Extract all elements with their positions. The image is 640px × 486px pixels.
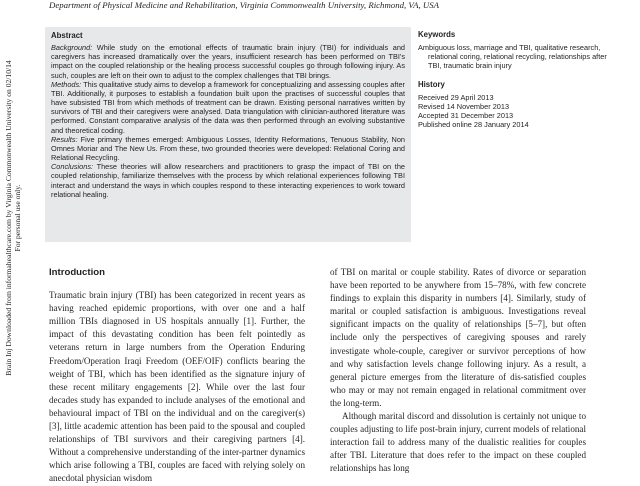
abstract-results: Results: Five primary themes emerged: Ambiguous Losses, Identity Reformations, Tenuous Stability, Non Omnes Moriar and The New Us. From these, two grounded theories were developed: Relational Coring and Relational Recycling. bbox=[51, 134, 405, 163]
body-column-right bbox=[330, 266, 586, 476]
history-published: Published online 28 January 2014 bbox=[418, 120, 529, 130]
history-accepted: Accepted 31 December 2013 bbox=[418, 111, 514, 121]
download-note: Brain Inj Downloaded from informahealthcare.com by Virginia Commonwealth University on 02/10/14 bbox=[4, 60, 13, 376]
history-received: Received 29 April 2013 bbox=[418, 92, 494, 102]
abstract-background: Background: While study on the emotional effects of traumatic brain injury (TBI) for individuals and caregivers has increased dramatically over the years, insufficient research has been performed on TBI's impact on the coupled relationship or the healing process successful couples go through following injury. As such, couples are left on their own to adjust to the complex challenges that TBI brings. bbox=[51, 43, 405, 80]
introduction-paragraph-continued: of TBI on marital or couple stability. Rates of divorce or separation have been reported to be anywhere from 15–78%, with few concrete findings to explain this disparity in numbers [4]. Similarly, study of marital or coupled satisfaction is ambiguous. Investigations reveal significant impacts on the quality of relationships [5–7], but often include only the perspectives of caregiving spouses and rarely investigate whole-couple, caregiver or survivor perceptions of how and why satisfaction levels change following injury. As a result, a general picture emerges from the literature of dis-satisfied couples who may or may not remain engaged in relational commitment over the long-term. bbox=[330, 267, 586, 408]
author-affiliation: Department of Physical Medicine and Rehabilitation, Virginia Commonwealth University, Richmond, VA, USA bbox=[49, 0, 440, 10]
introduction-paragraph-1: Traumatic brain injury (TBI) has been categorized in recent years as having reached epidemic proportions, with over one and a half million TBIs diagnosed in US hospitals annually [1]. Further, the impact of this devastating condition has been felt pointedly as veterans return in large numbers from the Operation Enduring Freedom/Operation Iraqi Freedom (OEF/OIF) conflicts bearing the weight of TBI, which has been identified as the signature injury of these recent military engagements [2]. While over the last four decades study has expanded to include analyses of the emotional and behavioural impact of TBI on the individual and on the caregiver(s) [3], little academic attention has been paid to the spousal and coupled relationships of TBI survivors and their caregiving partners [4]. Without a comprehensive understanding of the inter-partner dynamics which arise following a TBI, couples are faced with relying solely on anecdotal physician wisdom bbox=[49, 290, 305, 484]
download-watermark bbox=[1, 58, 23, 378]
abstract-methods: Methods: This qualitative study aims to develop a framework for conceptualizing and assessing couples after TBI. Additionally, it purposes to establish a foundation built upon the practises of successful couples that have subsisted TBI from which methods of treatment can be drawn. Existing personal narratives written by survivors of TBI and their caregivers were analysed. Data triangulation with clinician-authored literature was performed. Constant comparative analysis of the data was then performed through an evolving substantive and theoretical coding. bbox=[51, 79, 405, 135]
abstract-conclusions: Conclusions: These theories will allow researchers and practitioners to grasp the impact of TBI on the coupled relationship, familiarize themselves with the process by which relational experiences following TBI interact and understand the ways in which couples respond to these interacting experiences to work toward relational healing. bbox=[51, 162, 405, 199]
personal-use-note: For personal use only. bbox=[13, 184, 22, 252]
introduction-paragraph-2: Although marital discord and dissolution is certainly not unique to couples adjusting to life post-brain injury, current models of relational interaction fail to address many of the dualistic realities for couples after TBI. Literature that does refer to the impact on these coupled relationships has long bbox=[330, 411, 586, 474]
abstract-heading: Abstract bbox=[51, 31, 83, 40]
keywords-heading: Keywords bbox=[418, 30, 456, 39]
introduction-heading: Introduction bbox=[49, 267, 105, 278]
history-revised: Revised 14 November 2013 bbox=[418, 101, 510, 111]
history-section bbox=[418, 80, 608, 130]
article-meta bbox=[418, 30, 608, 129]
history-heading: History bbox=[418, 79, 445, 89]
keywords-list: Ambiguous loss, marriage and TBI, qualitative research, relational coring, relational recycling, relationships after TBI, traumatic brain injury bbox=[418, 43, 607, 71]
abstract-box bbox=[45, 27, 411, 242]
body-column-left bbox=[49, 266, 305, 486]
